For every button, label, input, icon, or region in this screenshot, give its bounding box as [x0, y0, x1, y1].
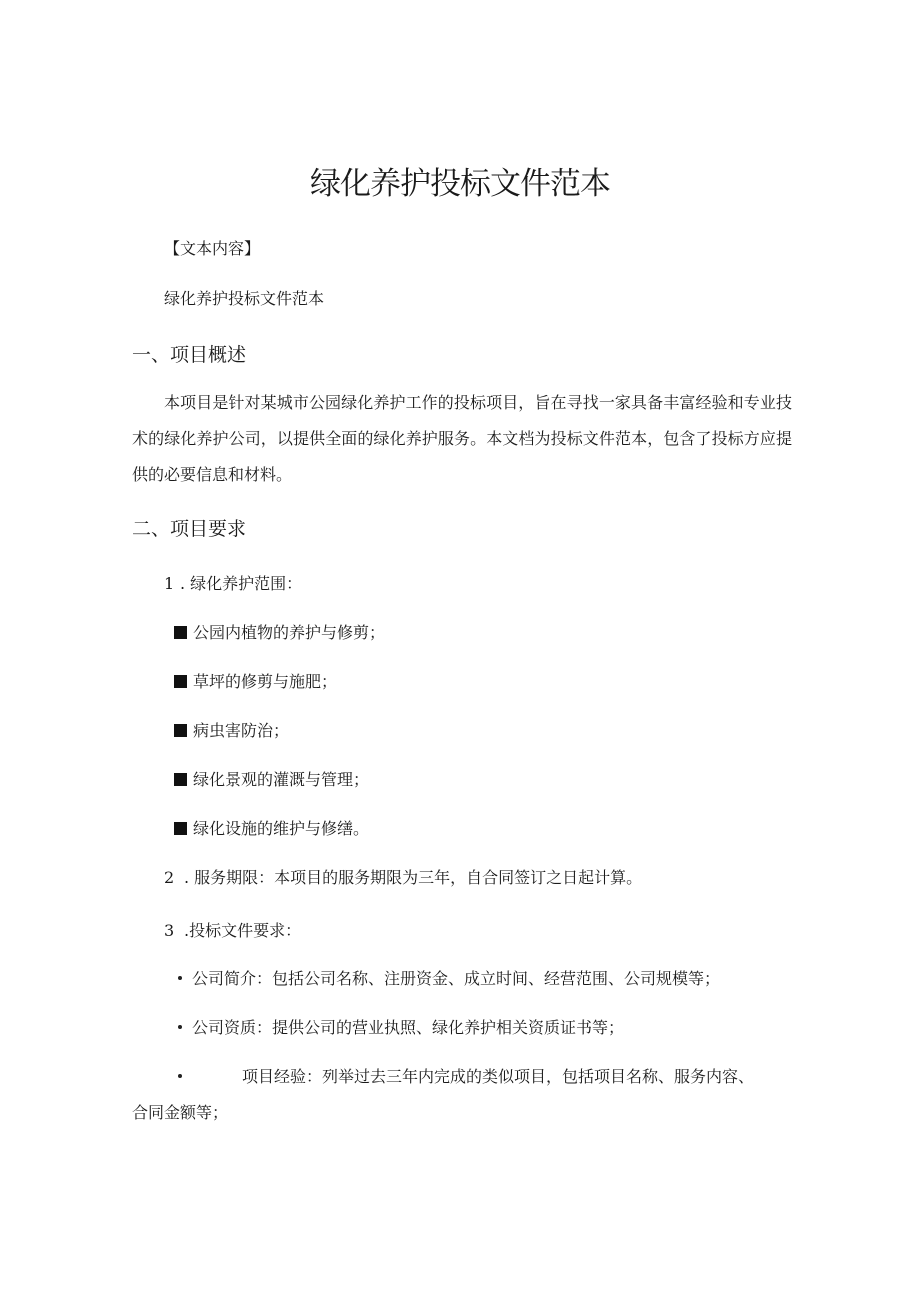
- square-bullet-icon: [174, 626, 187, 639]
- square-bullet-icon: [174, 822, 187, 835]
- content-tag: 【文本内容】: [164, 239, 261, 258]
- dot-bullet-icon: [178, 1025, 182, 1029]
- list-number: 1: [164, 574, 175, 593]
- list-item-text: . 绿化养护范围：: [180, 574, 303, 593]
- section-heading-overview: 一、项目概述: [132, 344, 247, 366]
- list-item-service-period: [164, 867, 642, 889]
- list-item-text: . 服务期限：本项目的服务期限为三年，自合同签订之日起计算。: [184, 868, 643, 887]
- document-subtitle: 绿化养护投标文件范本: [164, 289, 325, 308]
- scope-item: 公园内植物的养护与修剪；: [174, 622, 385, 644]
- list-item-scope: [164, 573, 302, 595]
- square-bullet-icon: [174, 773, 187, 786]
- requirement-continuation: 合同金额等；: [132, 1103, 229, 1122]
- requirement-item: 公司简介：包括公司名称、注册资金、成立时间、经营范围、公司规模等；: [178, 968, 720, 990]
- list-number: 2: [164, 868, 175, 887]
- requirement-item: 公司资质：提供公司的营业执照、绿化养护相关资质证书等；: [178, 1017, 624, 1039]
- scope-item: 草坪的修剪与施肥；: [174, 671, 337, 693]
- section-heading-requirements: 二、项目要求: [132, 518, 247, 540]
- square-bullet-icon: [174, 724, 187, 737]
- square-bullet-icon: [174, 675, 187, 688]
- dot-bullet-icon: [178, 976, 182, 980]
- requirement-item: 项目经验：列举过去三年内完成的类似项目，包括项目名称、服务内容、: [178, 1066, 754, 1088]
- scope-item: 病虫害防治；: [174, 720, 289, 742]
- overview-paragraph: 本项目是针对某城市公园绿化养护工作的投标项目，旨在寻找一家具备丰富经验和专业技术的绿化养护公司，以提供全面的绿化养护服务。本文档为投标文件范本，包含了投标方应提供的必要信息和材料。: [132, 393, 792, 484]
- dot-bullet-icon: [178, 1074, 182, 1078]
- list-number: 3: [164, 921, 175, 940]
- list-item-bid-docs: [164, 920, 301, 942]
- list-item-text: .投标文件要求：: [184, 921, 302, 940]
- scope-item: 绿化设施的维护与修缮。: [174, 818, 369, 840]
- document-title: 绿化养护投标文件范本: [310, 166, 610, 202]
- scope-item: 绿化景观的灌溉与管理；: [174, 769, 369, 791]
